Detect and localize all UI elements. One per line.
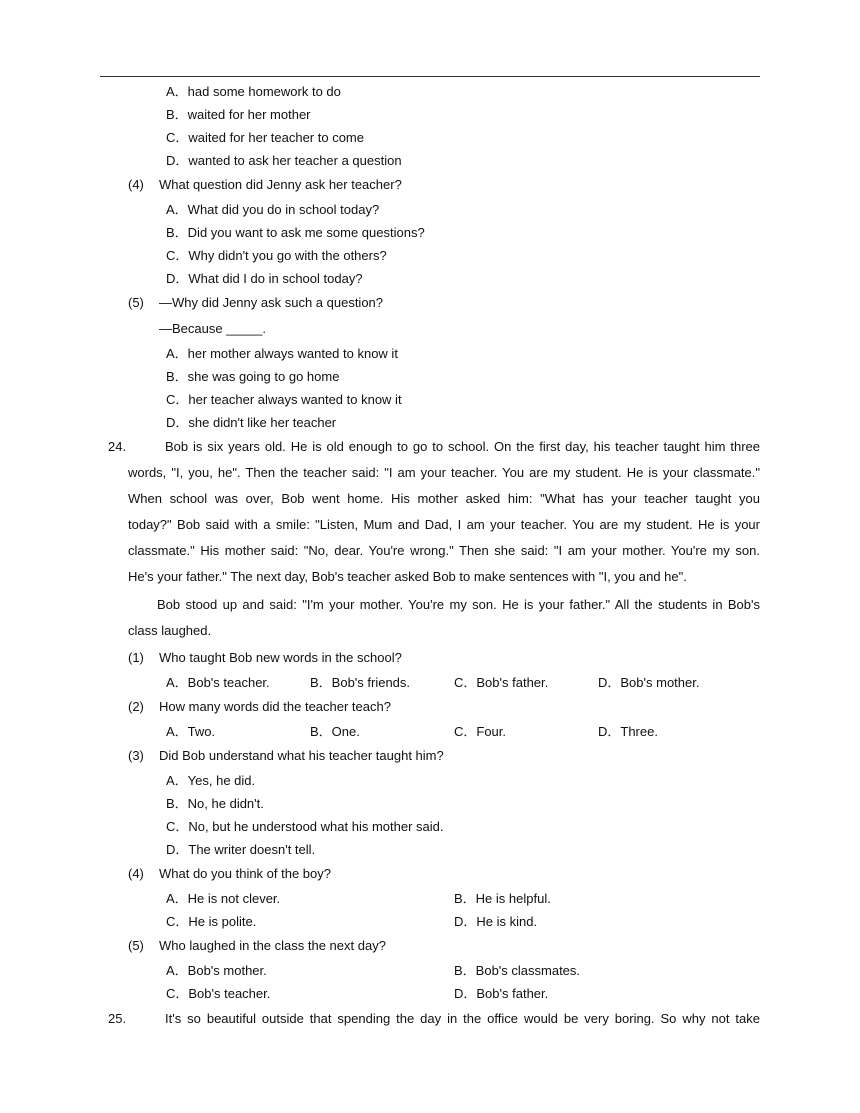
option-b: B．she was going to go home xyxy=(166,369,340,384)
option-d: D．Bob's mother. xyxy=(598,675,700,690)
option-c: C．He is polite. xyxy=(166,914,257,929)
option-a: A．He is not clever. xyxy=(166,891,281,906)
option-a: A．Two. xyxy=(166,724,216,739)
option-b: B．Bob's friends. xyxy=(310,675,411,690)
option-b: B．He is helpful. xyxy=(454,891,551,906)
question-text-continued: —Because _____. xyxy=(159,321,266,336)
passage-line: words, "I, you, he". Then the teacher said: "I am your teacher. You are my student. He is your classmate." xyxy=(128,465,760,480)
question-text: What question did Jenny ask her teacher? xyxy=(159,177,402,192)
option-a: A．What did you do in school today? xyxy=(166,202,380,217)
question-number: (5) xyxy=(128,295,144,310)
option-d: D．Three. xyxy=(598,724,658,739)
option-c: C．Why didn't you go with the others? xyxy=(166,248,387,263)
option-b: B．Did you want to ask me some questions? xyxy=(166,225,425,240)
option-d: D．The writer doesn't tell. xyxy=(166,842,316,857)
option-a: A．her mother always wanted to know it xyxy=(166,346,398,361)
question-number: (4) xyxy=(128,177,144,192)
option-a: A．Bob's teacher. xyxy=(166,675,270,690)
passage-line: He's your father." The next day, Bob's teacher asked Bob to make sentences with "I, you and he". xyxy=(128,569,687,584)
option-d: D．Bob's father. xyxy=(454,986,549,1001)
passage-line: Bob is six years old. He is old enough to go to school. On the first day, his teacher taught him three xyxy=(165,439,760,454)
passage-number: 25. xyxy=(108,1011,127,1026)
question-text: How many words did the teacher teach? xyxy=(159,699,391,714)
header-rule xyxy=(100,76,760,77)
passage-number: 24. xyxy=(108,439,127,454)
option-a: A．Yes, he did. xyxy=(166,773,256,788)
question-text: Who taught Bob new words in the school? xyxy=(159,650,402,665)
passage-line: Bob stood up and said: "I'm your mother. You're my son. He is your father." All the students in Bob's xyxy=(157,597,760,612)
option-c: C．her teacher always wanted to know it xyxy=(166,392,402,407)
option-d: D．she didn't like her teacher xyxy=(166,415,337,430)
option-b: B．One. xyxy=(310,724,360,739)
option-b: B．Bob's classmates. xyxy=(454,963,581,978)
option-c: C．Bob's father. xyxy=(454,675,549,690)
passage-line: It's so beautiful outside that spending the day in the office would be very boring. So why not take xyxy=(165,1011,760,1026)
option-b: B．No, he didn't. xyxy=(166,796,264,811)
option-c: C．No, but he understood what his mother said. xyxy=(166,819,444,834)
option-c: C．Bob's teacher. xyxy=(166,986,271,1001)
option-c: C．waited for her teacher to come xyxy=(166,130,364,145)
question-number: (4) xyxy=(128,866,144,881)
passage-line: When school was over, Bob went home. His mother asked him: "What has your teacher taught you xyxy=(128,491,760,506)
passage-line: class laughed. xyxy=(128,623,212,638)
question-text: What do you think of the boy? xyxy=(159,866,331,881)
question-number: (5) xyxy=(128,938,144,953)
option-c: C．Four. xyxy=(454,724,507,739)
question-number: (2) xyxy=(128,699,144,714)
question-text: Did Bob understand what his teacher taught him? xyxy=(159,748,444,763)
question-number: (1) xyxy=(128,650,144,665)
question-text: Who laughed in the class the next day? xyxy=(159,938,386,953)
passage-line: classmate." His mother said: "No, dear. You're wrong." Then she said: "I am your mother. You're my son. xyxy=(128,543,760,558)
option-d: D．What did I do in school today? xyxy=(166,271,363,286)
option-b: B．waited for her mother xyxy=(166,107,311,122)
passage-line: today?" Bob said with a smile: "Listen, Mum and Dad, I am your teacher. You are my student. He is your xyxy=(128,517,760,532)
option-a: A．Bob's mother. xyxy=(166,963,267,978)
question-text: —Why did Jenny ask such a question? xyxy=(159,295,384,310)
option-a: A．had some homework to do xyxy=(166,84,341,99)
option-d: D．wanted to ask her teacher a question xyxy=(166,153,402,168)
option-d: D．He is kind. xyxy=(454,914,538,929)
question-number: (3) xyxy=(128,748,144,763)
